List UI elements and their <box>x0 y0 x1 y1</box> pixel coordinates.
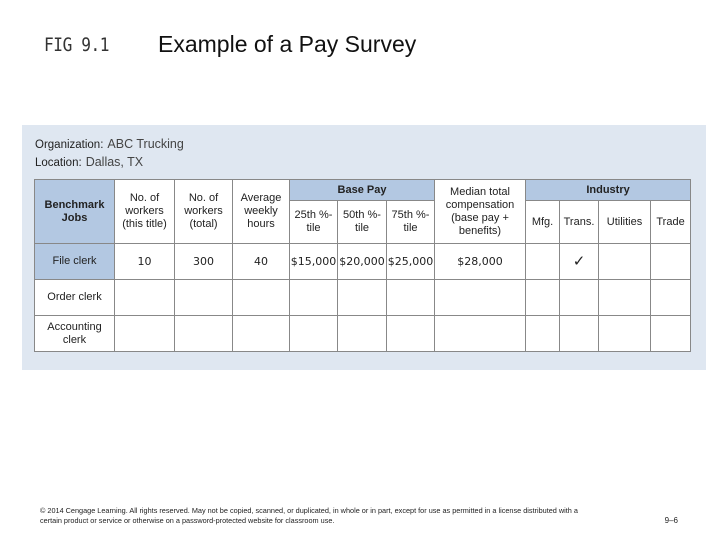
p25-cell <box>290 280 338 316</box>
location-label: Location: <box>35 157 82 169</box>
trans-cell <box>560 280 599 316</box>
slide-title: Example of a Pay Survey <box>158 31 417 57</box>
trade-cell <box>651 316 691 352</box>
header-trans: Trans. <box>560 201 599 244</box>
p50-cell <box>338 316 387 352</box>
page-number: 9–6 <box>664 516 678 525</box>
job-title-cell: File clerk <box>35 244 115 280</box>
table-row <box>35 244 691 280</box>
median-compensation-cell <box>435 280 526 316</box>
header-trade: Trade <box>651 201 691 244</box>
pay-survey-table <box>34 179 691 352</box>
header-base-pay: Base Pay <box>290 180 435 201</box>
p25-cell: $15,000 <box>290 244 338 280</box>
mfg-cell <box>526 316 560 352</box>
workers-total-cell <box>175 316 233 352</box>
trade-cell <box>651 244 691 280</box>
organization-label: Organization: <box>35 139 104 151</box>
header-workers-this-title: No. of workers (this title) <box>115 180 175 244</box>
header-benchmark-jobs: Benchmark Jobs <box>35 180 115 244</box>
location-line <box>35 155 143 169</box>
organization-value: ABC Trucking <box>107 137 184 151</box>
organization-line <box>35 137 184 151</box>
p50-cell: $20,000 <box>338 244 387 280</box>
trans-cell <box>560 316 599 352</box>
header-50th-percentile: 50th %-tile <box>338 201 387 244</box>
header-mfg: Mfg. <box>526 201 560 244</box>
pay-survey-panel <box>22 125 706 370</box>
table-row <box>35 280 691 316</box>
p50-cell <box>338 280 387 316</box>
utilities-cell <box>599 244 651 280</box>
avg-weekly-hours-cell <box>233 280 290 316</box>
p75-cell <box>387 316 435 352</box>
job-title-cell: Order clerk <box>35 280 115 316</box>
median-compensation-cell: $28,000 <box>435 244 526 280</box>
workers-total-cell: 300 <box>175 244 233 280</box>
header-75th-percentile: 75th %-tile <box>387 201 435 244</box>
p75-cell: $25,000 <box>387 244 435 280</box>
location-value: Dallas, TX <box>85 155 144 169</box>
workers-this-title-cell <box>115 316 175 352</box>
trade-cell <box>651 280 691 316</box>
header-25th-percentile: 25th %-tile <box>290 201 338 244</box>
header-workers-total: No. of workers (total) <box>175 180 233 244</box>
p75-cell <box>387 280 435 316</box>
header-median-compensation: Median total compensation (base pay + benefits) <box>435 180 526 244</box>
copyright-notice: © 2014 Cengage Learning. All rights reserved. May not be copied, scanned, or duplicated, in whole or in part, except for use as permitted in a license distributed with a certain product or service or otherwise on a password-protected website for classroom use. <box>40 506 578 525</box>
utilities-cell <box>599 280 651 316</box>
check-icon: ✓ <box>560 244 599 280</box>
figure-label: FIG 9.1 <box>44 34 110 56</box>
avg-weekly-hours-cell: 40 <box>233 244 290 280</box>
mfg-cell <box>526 280 560 316</box>
header-utilities: Utilities <box>599 201 651 244</box>
workers-this-title-cell <box>115 280 175 316</box>
header-industry: Industry <box>526 180 691 201</box>
mfg-cell <box>526 244 560 280</box>
job-title-cell: Accounting clerk <box>35 316 115 352</box>
table-row <box>35 316 691 352</box>
median-compensation-cell <box>435 316 526 352</box>
workers-total-cell <box>175 280 233 316</box>
workers-this-title-cell: 10 <box>115 244 175 280</box>
header-avg-weekly-hours: Average weekly hours <box>233 180 290 244</box>
header-row-1 <box>35 180 691 201</box>
utilities-cell <box>599 316 651 352</box>
p25-cell <box>290 316 338 352</box>
avg-weekly-hours-cell <box>233 316 290 352</box>
